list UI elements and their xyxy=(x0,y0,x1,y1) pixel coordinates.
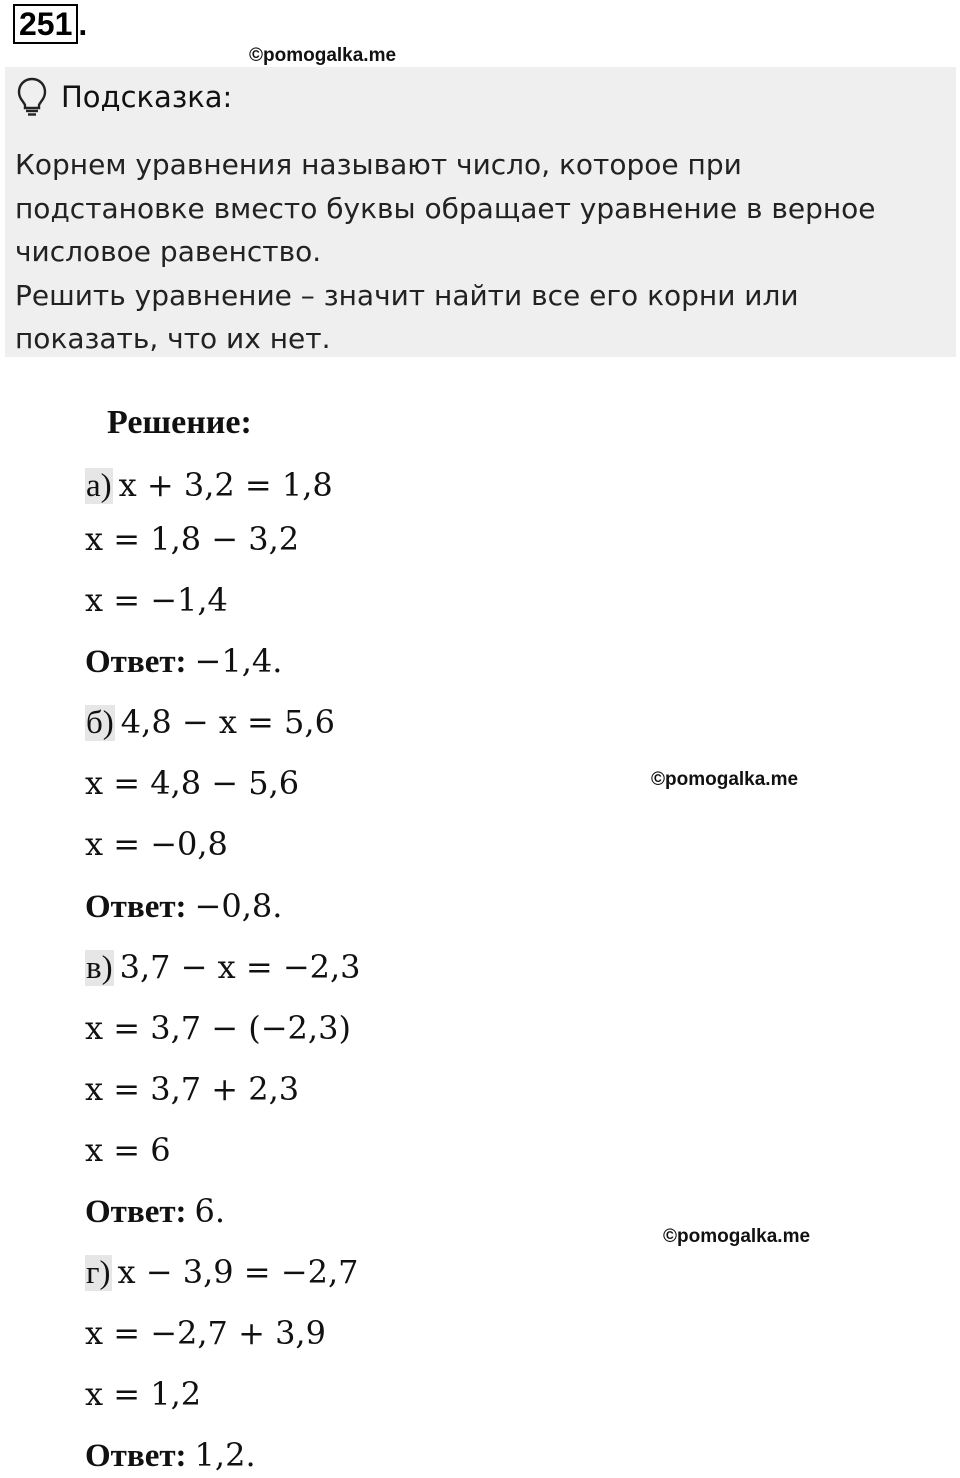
step-line: x = −2,7 + 3,9 xyxy=(85,1314,326,1352)
answer-line xyxy=(85,886,282,926)
answer-value: 1,2. xyxy=(194,1436,256,1474)
step-line: x = 4,8 − 5,6 xyxy=(85,764,300,802)
equation-line xyxy=(85,947,361,987)
answer-value: −1,4. xyxy=(194,642,283,680)
equation-line xyxy=(85,702,335,742)
equation: 3,7 − x = −2,3 xyxy=(119,948,361,986)
task-number-suffix: . xyxy=(78,6,88,42)
part-label: в) xyxy=(86,950,113,986)
answer-label: Ответ: xyxy=(85,644,187,680)
part-label: б) xyxy=(86,705,114,741)
equation-line xyxy=(85,1252,358,1292)
watermark: ©pomogalka.me xyxy=(651,769,799,790)
hint-paragraph: Решить уравнение – значит найти все его корни или показать, что их нет. xyxy=(15,278,799,356)
watermark: ©pomogalka.me xyxy=(663,1226,811,1247)
lightbulb-icon xyxy=(17,77,47,117)
step-line: x = −0,8 xyxy=(85,825,228,863)
task-number xyxy=(13,4,87,44)
answer-line xyxy=(85,1435,256,1475)
watermark: ©pomogalka.me xyxy=(249,45,397,66)
step-line: x = 6 xyxy=(85,1131,171,1169)
task-number-box: 251 xyxy=(13,4,78,44)
hint-title-row xyxy=(17,77,232,117)
step-line: x = 1,8 − 3,2 xyxy=(85,520,300,558)
answer-label: Ответ: xyxy=(85,889,187,925)
part-label: а) xyxy=(86,468,112,504)
step-line: x = −1,4 xyxy=(85,581,228,619)
answer-label: Ответ: xyxy=(85,1194,187,1230)
step-line: x = 3,7 − (−2,3) xyxy=(85,1009,351,1047)
equation-line xyxy=(85,465,333,505)
step-line: x = 3,7 + 2,3 xyxy=(85,1070,300,1108)
hint-paragraph: Корнем уравнения называют число, которое при подстановке вместо буквы обращает уравнение в верное числовое равенство. xyxy=(15,148,876,269)
answer-value: 6. xyxy=(194,1192,226,1230)
answer-line xyxy=(85,641,282,681)
part-label: г) xyxy=(86,1255,111,1291)
answer-line xyxy=(85,1191,225,1231)
equation: x − 3,9 = −2,7 xyxy=(117,1253,359,1291)
equation: 4,8 − x = 5,6 xyxy=(120,703,335,741)
equation: x + 3,2 = 1,8 xyxy=(118,466,333,504)
hint-body xyxy=(15,143,935,361)
solution-title: Решение: xyxy=(107,404,252,441)
hint-box xyxy=(5,67,956,357)
step-line: x = 1,2 xyxy=(85,1375,202,1413)
answer-value: −0,8. xyxy=(194,887,283,925)
answer-label: Ответ: xyxy=(85,1438,187,1474)
hint-title: Подсказка: xyxy=(61,80,233,114)
